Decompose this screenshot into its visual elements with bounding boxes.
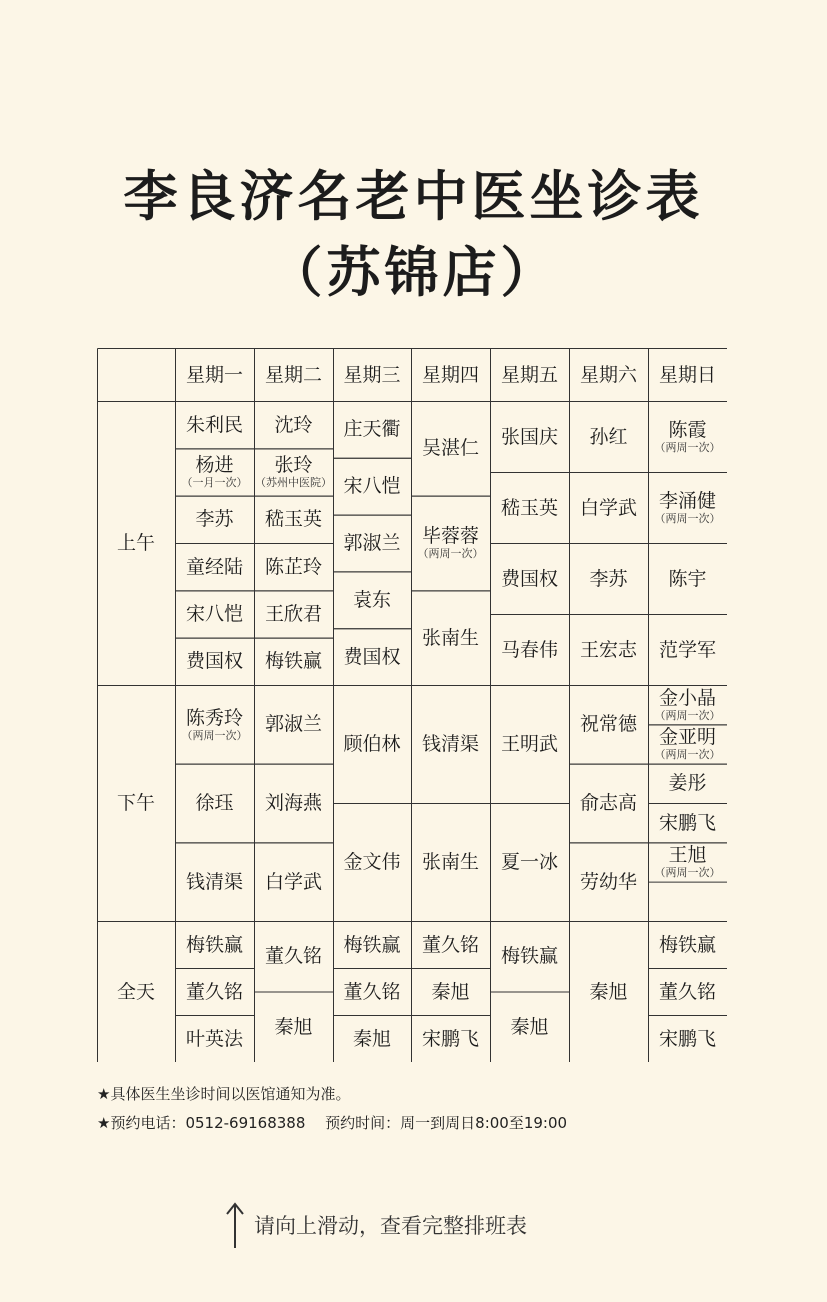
page-subtitle: （苏锦店） <box>268 240 559 304</box>
doctor-cell <box>411 401 490 496</box>
frequency-note: （两周一次） <box>181 728 248 742</box>
footnote-booking: ★预约电话：0512-69168388 预约时间：周一到周日8:00至19:00 <box>97 1114 568 1132</box>
doctor-name: 费国权 <box>343 645 401 668</box>
doctor-name: 王明武 <box>500 733 558 755</box>
doctor-name: 王旭 <box>668 844 707 867</box>
column-header: 星期五 <box>500 363 558 386</box>
doctor-name: 金小晶 <box>658 687 716 710</box>
doctor-cell <box>490 921 569 992</box>
doctor-name: 秦旭 <box>589 980 628 1003</box>
page-title: 李良济名老中医坐诊表 <box>123 164 704 228</box>
doctor-cell <box>569 543 648 614</box>
doctor-name: 王欣君 <box>264 602 322 625</box>
doctor-cell <box>254 448 333 495</box>
doctor-name: 金文伟 <box>343 851 401 873</box>
doctor-cell <box>333 401 411 458</box>
doctor-name: 吴湛仁 <box>421 437 479 460</box>
doctor-cell <box>333 921 411 968</box>
doctor-name: 张南生 <box>421 626 479 649</box>
doctor-name: 董久铭 <box>421 933 479 956</box>
doctor-name: 宋鹏飞 <box>421 1027 479 1050</box>
doctor-name: 宋八恺 <box>185 602 243 625</box>
column-header: 星期六 <box>579 363 637 386</box>
doctor-cell <box>175 842 254 921</box>
doctor-name: 李涌健 <box>658 490 716 512</box>
doctor-name: 张玲 <box>274 454 313 477</box>
doctor-name: 陈芷玲 <box>264 555 322 578</box>
doctor-cell <box>333 968 411 1015</box>
column-header: 星期三 <box>343 363 401 386</box>
doctor-name: 秦旭 <box>431 980 470 1003</box>
period-label: 全天 <box>116 980 155 1003</box>
doctor-cell <box>648 543 727 614</box>
doctor-name: 宋鹏飞 <box>658 1027 716 1050</box>
doctor-cell <box>648 614 727 685</box>
doctor-name: 嵇玉英 <box>264 508 322 531</box>
footnote-notice: ★具体医生坐诊时间以医馆通知为准。 <box>97 1085 351 1103</box>
doctor-cell <box>254 842 333 921</box>
schedule-table <box>97 348 727 1062</box>
doctor-cell <box>569 472 648 543</box>
frequency-note: （苏州中医院） <box>255 476 332 490</box>
doctor-name: 董久铭 <box>264 945 322 968</box>
doctor-name: 钱清渠 <box>185 870 243 893</box>
doctor-name: 张南生 <box>421 851 479 873</box>
doctor-name: 陈秀玲 <box>185 706 243 729</box>
doctor-name: 刘海燕 <box>264 791 322 814</box>
doctor-cell <box>569 764 648 843</box>
doctor-name: 董久铭 <box>343 980 401 1003</box>
doctor-cell <box>648 842 727 881</box>
doctor-cell <box>569 921 648 1062</box>
doctor-name: 王宏志 <box>579 638 637 661</box>
doctor-name: 秦旭 <box>352 1027 391 1050</box>
doctor-cell <box>569 842 648 921</box>
doctor-name: 童经陆 <box>185 555 243 578</box>
doctor-cell <box>411 968 490 1015</box>
doctor-name: 梅铁赢 <box>264 650 322 673</box>
doctor-cell <box>648 968 727 1015</box>
doctor-cell <box>175 448 254 495</box>
doctor-cell <box>254 401 333 448</box>
doctor-cell <box>569 614 648 685</box>
doctor-name: 宋八恺 <box>343 475 401 498</box>
doctor-name: 秦旭 <box>274 1015 313 1038</box>
doctor-cell <box>254 638 333 685</box>
doctor-name: 嵇玉英 <box>500 496 558 519</box>
doctor-name: 徐珏 <box>195 791 234 814</box>
doctor-name: 孙红 <box>589 425 628 448</box>
doctor-name: 俞志高 <box>579 791 637 814</box>
doctor-cell <box>569 401 648 472</box>
doctor-cell <box>411 1015 490 1062</box>
doctor-cell <box>333 628 411 685</box>
doctor-cell <box>411 921 490 968</box>
doctor-name: 李苏 <box>195 508 234 531</box>
frequency-note: （两周一次） <box>654 709 721 723</box>
doctor-cell <box>254 921 333 992</box>
doctor-name: 梅铁赢 <box>185 933 243 956</box>
doctor-cell <box>490 992 569 1063</box>
doctor-cell <box>411 685 490 803</box>
doctor-cell <box>333 458 411 515</box>
doctor-cell <box>411 803 490 921</box>
column-header: 星期一 <box>185 363 243 386</box>
doctor-cell <box>254 496 333 543</box>
doctor-cell <box>648 685 727 724</box>
doctor-name: 袁东 <box>352 588 391 611</box>
doctor-name: 祝常德 <box>579 713 637 736</box>
doctor-cell <box>333 515 411 572</box>
doctor-cell <box>254 685 333 764</box>
column-header: 星期四 <box>421 363 479 386</box>
doctor-name: 秦旭 <box>510 1015 549 1038</box>
doctor-cell <box>648 1015 727 1062</box>
doctor-name: 夏一冰 <box>500 851 558 873</box>
doctor-cell <box>333 803 411 921</box>
doctor-name: 劳幼华 <box>579 870 637 893</box>
doctor-cell <box>175 1015 254 1062</box>
doctor-cell <box>648 472 727 543</box>
doctor-name: 梅铁赢 <box>658 933 716 956</box>
doctor-cell <box>254 590 333 637</box>
arrow-up-icon <box>224 1200 246 1250</box>
doctor-name: 张国庆 <box>500 425 558 448</box>
doctor-name: 陈宇 <box>668 567 707 590</box>
doctor-name: 马春伟 <box>500 638 558 661</box>
doctor-cell <box>175 401 254 448</box>
doctor-cell <box>490 803 569 921</box>
doctor-cell <box>569 685 648 764</box>
doctor-cell <box>175 543 254 590</box>
doctor-name: 梅铁赢 <box>500 945 558 968</box>
doctor-cell <box>490 685 569 803</box>
doctor-name: 钱清渠 <box>421 733 479 755</box>
doctor-cell <box>490 614 569 685</box>
doctor-name: 白学武 <box>579 496 637 519</box>
doctor-cell <box>333 571 411 628</box>
frequency-note: （一月一次） <box>181 476 248 490</box>
doctor-name: 朱利民 <box>185 413 243 436</box>
doctor-cell <box>175 638 254 685</box>
doctor-name: 叶英法 <box>185 1027 243 1050</box>
doctor-name: 李苏 <box>589 567 628 590</box>
column-header: 星期二 <box>264 363 322 386</box>
doctor-name: 费国权 <box>500 567 558 590</box>
frequency-note: （两周一次） <box>417 547 484 561</box>
doctor-cell <box>175 764 254 843</box>
doctor-name: 庄天衢 <box>343 418 401 441</box>
doctor-cell <box>490 543 569 614</box>
doctor-name: 金亚明 <box>658 726 716 749</box>
doctor-name: 费国权 <box>185 650 243 673</box>
doctor-name: 董久铭 <box>185 980 243 1003</box>
doctor-cell <box>175 496 254 543</box>
doctor-cell <box>411 496 490 591</box>
doctor-cell <box>175 968 254 1015</box>
doctor-name: 范学军 <box>658 638 716 661</box>
period-label: 上午 <box>116 532 155 554</box>
doctor-cell <box>648 764 727 803</box>
doctor-cell <box>333 685 411 803</box>
doctor-cell <box>254 764 333 843</box>
scroll-hint[interactable] <box>224 1200 527 1250</box>
doctor-name: 杨进 <box>195 454 234 477</box>
doctor-name: 董久铭 <box>658 980 716 1003</box>
doctor-name: 梅铁赢 <box>343 933 401 956</box>
doctor-name: 姜彤 <box>668 772 707 795</box>
doctor-cell <box>411 590 490 685</box>
doctor-cell <box>175 921 254 968</box>
frequency-note: （两周一次） <box>654 441 721 454</box>
doctor-cell <box>490 401 569 472</box>
frequency-note: （两周一次） <box>654 866 721 880</box>
scroll-hint-text: 请向上滑动，查看完整排班表 <box>254 1214 527 1238</box>
period-label: 下午 <box>116 792 155 814</box>
doctor-cell <box>648 921 727 968</box>
doctor-name: 宋鹏飞 <box>658 811 716 834</box>
frequency-note: （两周一次） <box>654 512 721 525</box>
doctor-cell <box>648 724 727 763</box>
doctor-cell <box>254 992 333 1063</box>
doctor-cell <box>254 543 333 590</box>
doctor-cell <box>490 472 569 543</box>
doctor-name: 陈霞 <box>668 419 707 441</box>
column-header: 星期日 <box>658 363 716 386</box>
frequency-note: （两周一次） <box>654 748 721 762</box>
doctor-name: 沈玲 <box>274 413 313 436</box>
doctor-name: 郭淑兰 <box>264 713 322 736</box>
doctor-cell <box>648 401 727 472</box>
doctor-cell <box>648 803 727 842</box>
doctor-name: 白学武 <box>264 870 322 893</box>
doctor-cell <box>333 1015 411 1062</box>
doctor-name: 郭淑兰 <box>343 531 401 554</box>
doctor-name: 毕蓉蓉 <box>421 525 479 548</box>
doctor-cell <box>175 685 254 764</box>
doctor-name: 顾伯林 <box>343 733 401 755</box>
doctor-cell <box>175 590 254 637</box>
